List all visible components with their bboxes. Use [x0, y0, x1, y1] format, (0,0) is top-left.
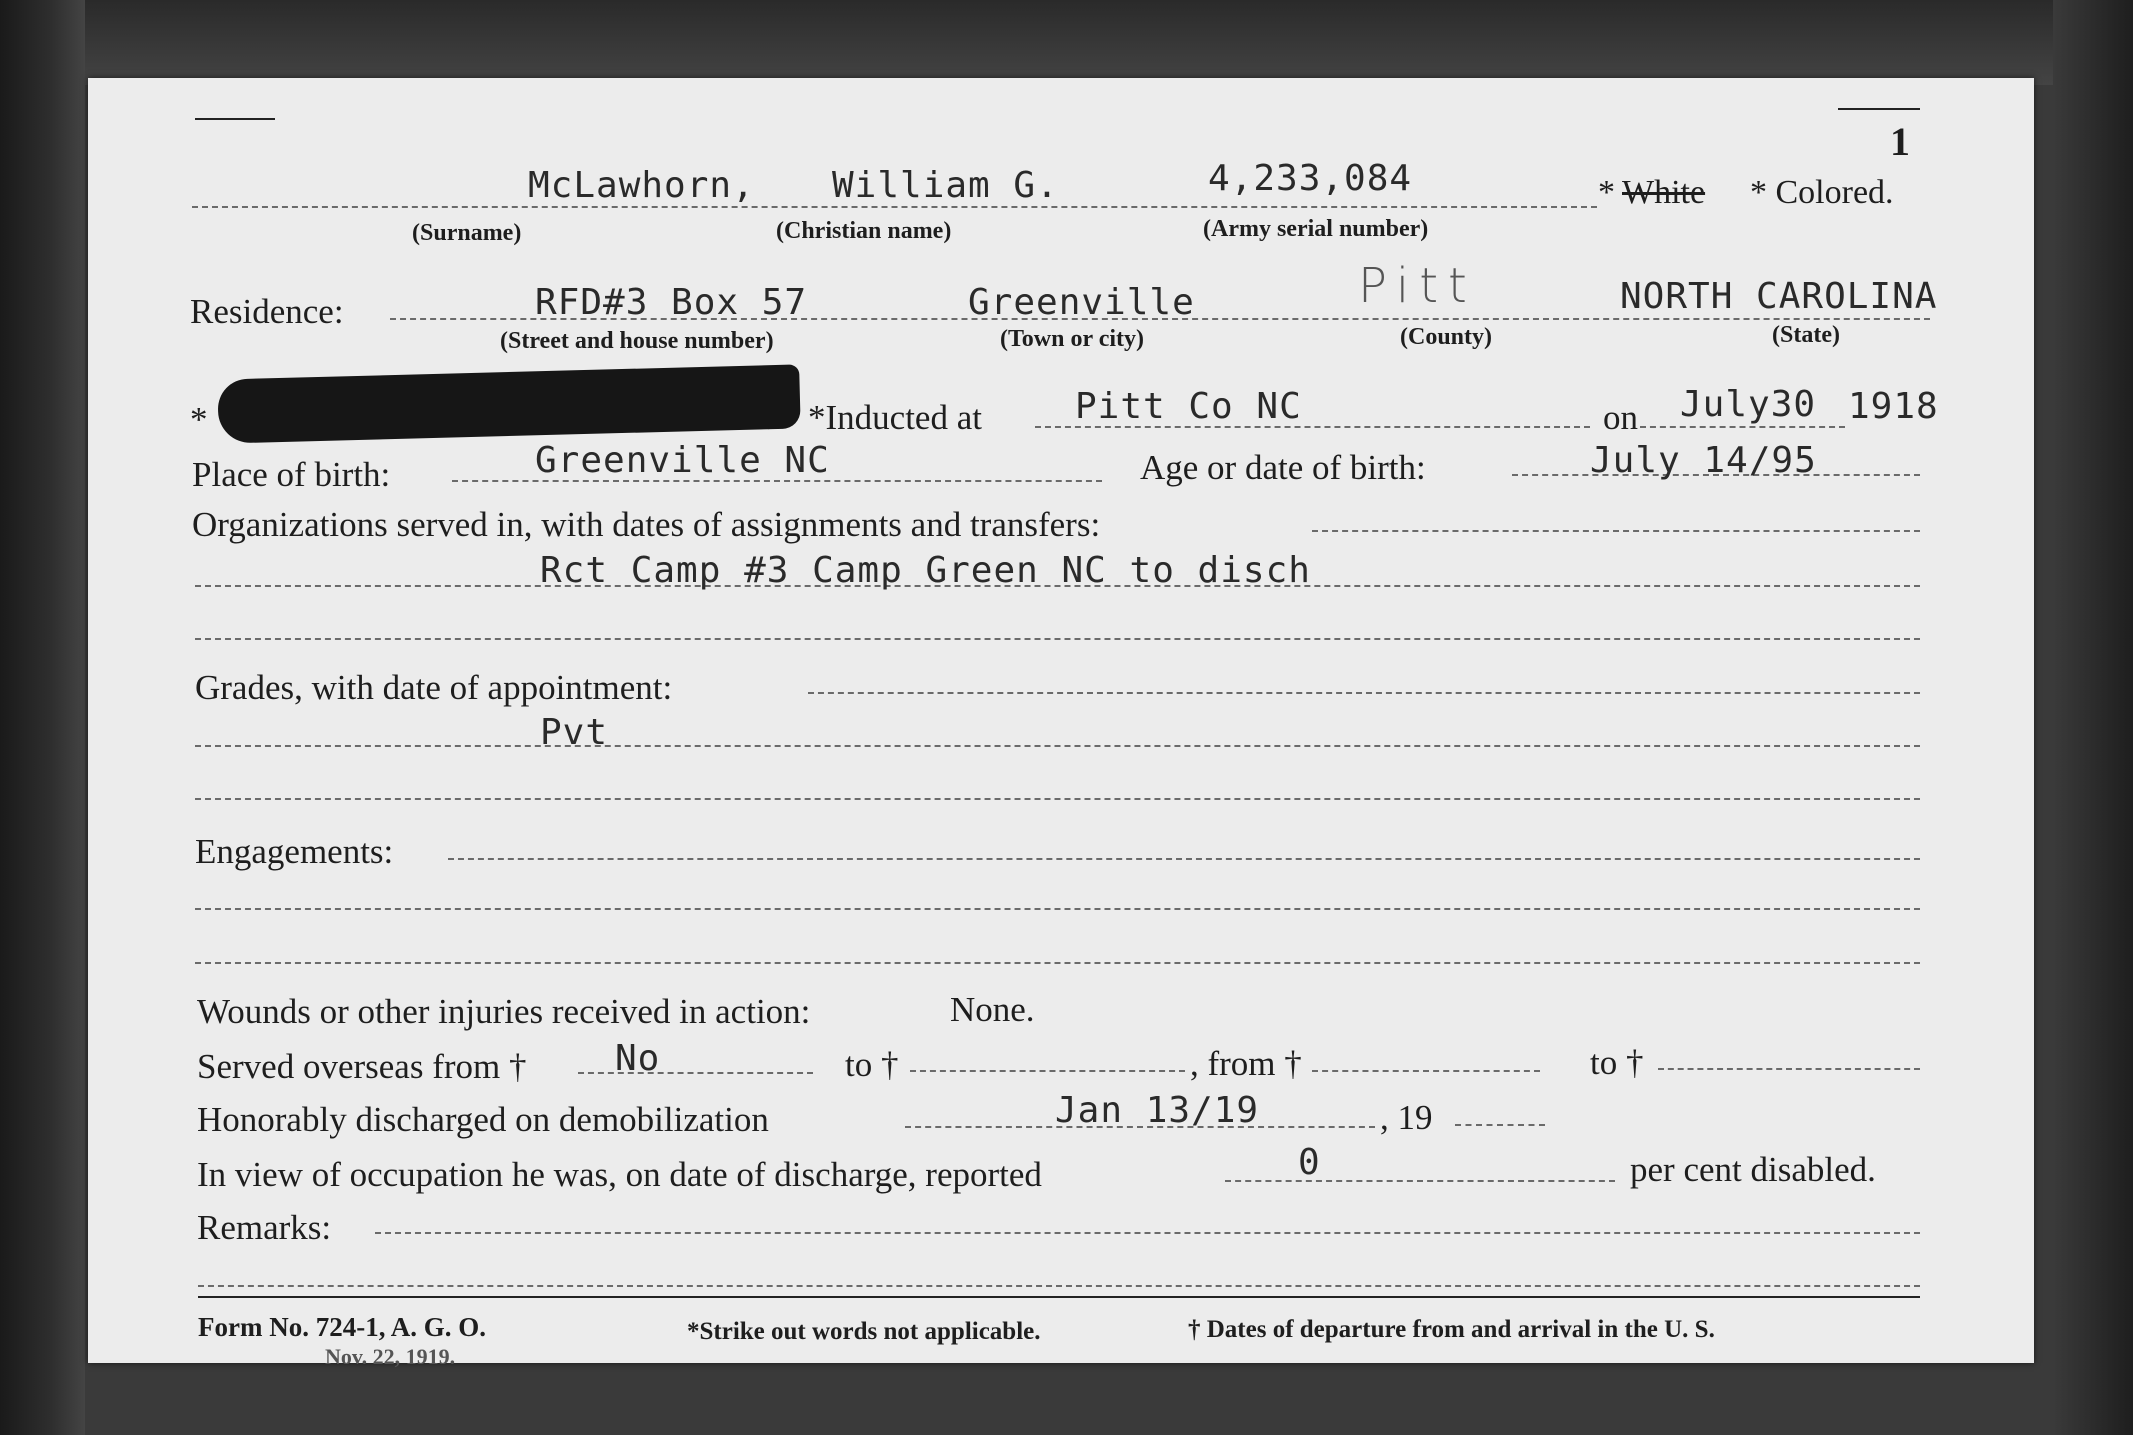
caption-surname: (Surname) — [412, 220, 522, 246]
surname-value: McLawhorn, — [528, 165, 755, 206]
discharge-year-line — [1455, 1124, 1545, 1126]
birthplace-value: Greenville NC — [535, 440, 830, 481]
birthdate-value: July 14/95 — [1590, 440, 1817, 481]
discharge-year-prefix: , 19 — [1380, 1098, 1433, 1137]
discharge-date: Jan 13/19 — [1055, 1090, 1260, 1131]
caption-street: (Street and house number) — [500, 328, 774, 354]
corner-mark-left — [195, 118, 275, 120]
grades-value: Pvt — [540, 712, 609, 753]
induction-place: Pitt Co NC — [1075, 386, 1302, 427]
caption-town: (Town or city) — [1000, 326, 1144, 352]
remarks-label: Remarks: — [197, 1208, 332, 1247]
remarks-line-2 — [198, 1285, 1920, 1287]
grades-line-3 — [195, 798, 1920, 800]
birthdate-label: Age or date of birth: — [1140, 448, 1426, 487]
scan-border-left — [0, 0, 85, 1435]
race-star: * — [1598, 174, 1615, 211]
residence-town: Greenville — [968, 282, 1195, 323]
disability-suffix: per cent disabled. — [1630, 1150, 1876, 1189]
organizations-line-3 — [195, 638, 1920, 640]
engagements-label: Engagements: — [195, 832, 394, 871]
induction-star: * — [190, 400, 208, 439]
induction-on-label: on — [1603, 398, 1638, 437]
remarks-line-1 — [375, 1232, 1920, 1234]
inducted-at-label: *Inducted at — [808, 398, 982, 437]
organizations-value: Rct Camp #3 Camp Green NC to disch — [540, 550, 1311, 591]
overseas-value: No — [615, 1038, 661, 1079]
disability-label: In view of occupation he was, on date of discharge, reported — [197, 1155, 1042, 1194]
residence-label: Residence: — [190, 292, 344, 331]
footnote-strike: *Strike out words not applicable. — [687, 1318, 1041, 1345]
grades-line-1 — [808, 692, 1920, 694]
overseas-line-2 — [910, 1070, 1185, 1072]
overseas-to-label-1: to † — [845, 1045, 899, 1084]
form-date: Nov. 22, 1919. — [325, 1344, 456, 1369]
organizations-label: Organizations served in, with dates of assignments and transfers: — [192, 505, 1101, 544]
wounds-value: None. — [950, 990, 1035, 1029]
card-number: 1 — [1890, 119, 1910, 164]
induction-date-line — [1640, 426, 1845, 428]
scan-border-top — [0, 0, 2133, 85]
overseas-to-label-2: to † — [1590, 1043, 1644, 1082]
induction-year: 1918 — [1848, 386, 1939, 427]
name-line — [192, 206, 1597, 208]
race-white-struck: White — [1622, 174, 1706, 211]
race-colored: * Colored. — [1750, 174, 1894, 211]
discharge-label: Honorably discharged on demobilization — [197, 1100, 769, 1139]
christian-name-value: William G. — [832, 165, 1059, 206]
engagements-line-3 — [195, 962, 1920, 964]
disability-line — [1225, 1180, 1615, 1182]
overseas-from-label: , from † — [1190, 1044, 1302, 1083]
residence-county: Pitt — [1358, 258, 1477, 314]
caption-county: (County) — [1400, 324, 1493, 350]
caption-state: (State) — [1772, 322, 1840, 348]
corner-mark-right — [1838, 108, 1920, 110]
wounds-label: Wounds or other injuries received in action: — [197, 992, 811, 1031]
residence-street: RFD#3 Box 57 — [535, 282, 808, 323]
grades-label: Grades, with date of appointment: — [195, 668, 673, 707]
footer-rule — [198, 1296, 1920, 1298]
caption-serial: (Army serial number) — [1203, 216, 1429, 242]
footnote-dates: † Dates of departure from and arrival in the U. S. — [1188, 1316, 1715, 1343]
scan-border-right — [2053, 0, 2133, 1435]
caption-christian-name: (Christian name) — [776, 218, 952, 244]
disability-value: 0 — [1298, 1142, 1321, 1183]
overseas-line-1 — [578, 1072, 813, 1074]
overseas-line-4 — [1658, 1068, 1920, 1070]
grades-line-2 — [195, 745, 1920, 747]
form-number: Form No. 724-1, A. G. O. — [198, 1312, 486, 1342]
residence-state: NORTH CAROLINA — [1620, 276, 1938, 317]
organizations-line-1 — [1312, 530, 1920, 532]
birthplace-label: Place of birth: — [192, 455, 391, 494]
overseas-label: Served overseas from † — [197, 1047, 527, 1086]
engagements-line-2 — [195, 908, 1920, 910]
engagements-line-1 — [448, 858, 1920, 860]
overseas-line-3 — [1312, 1070, 1540, 1072]
induction-date: July30 — [1680, 384, 1817, 425]
serial-value: 4,233,084 — [1208, 158, 1413, 199]
